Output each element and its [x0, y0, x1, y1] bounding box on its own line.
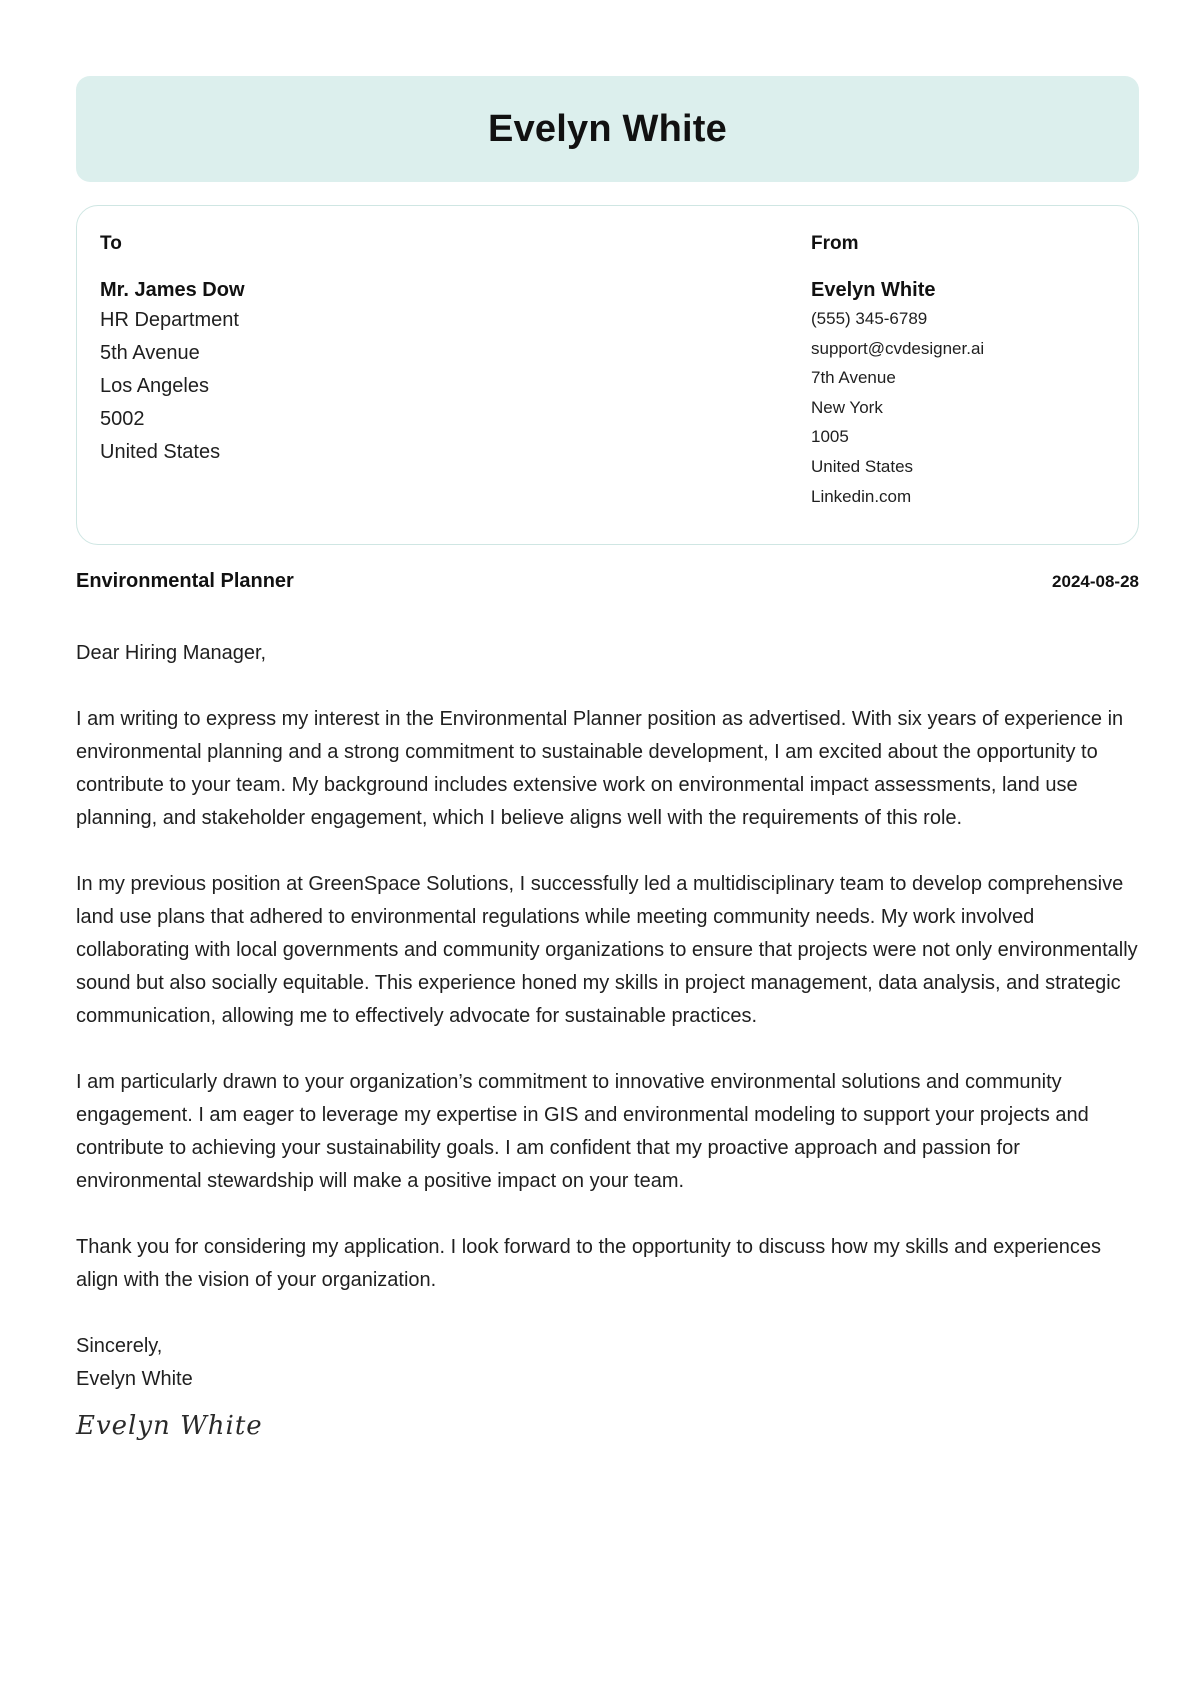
recipient-name: Mr. James Dow	[100, 279, 245, 301]
letter-date: 2024-08-28	[1052, 572, 1139, 591]
from-label: From	[811, 233, 859, 254]
sender-country: United States	[811, 456, 914, 476]
recipient-block	[100, 232, 245, 469]
sender-street: 7th Avenue	[811, 368, 896, 388]
sender-name: Evelyn White	[811, 279, 936, 301]
body-paragraph: I am particularly drawn to your organization’s commitment to innovative environmental solutions and community engagement. I am eager to leverage my expertise in GIS and environmental modeling to support your projects and contribute to achieving your sustainability goals. I am confident that my proactive approach and passion for environmental stewardship will make a positive impact on your team.	[76, 1071, 1089, 1192]
address-card	[76, 205, 1139, 545]
recipient-postal-code: 5002	[100, 408, 145, 430]
body-paragraph: I am writing to express my interest in the Environmental Planner position as advertised. With six years of experience in environmental planning and a strong commitment to sustainable development, I am excited about the opportunity to contribute to your team. My background includes extensive work on environmental impact assessments, land use planning, and stakeholder engagement, which I believe aligns well with the requirements of this role.	[76, 708, 1124, 829]
recipient-department: HR Department	[100, 309, 239, 331]
recipient-country: United States	[100, 441, 221, 463]
applicant-name: Evelyn White	[488, 107, 727, 150]
sender-block	[811, 232, 984, 511]
closing-name: Evelyn White	[76, 1368, 193, 1390]
recipient-street: 5th Avenue	[100, 342, 200, 364]
letter-meta	[76, 570, 1139, 593]
sender-linkedin: Linkedin.com	[811, 486, 912, 506]
sender-phone: (555) 345-6789	[811, 309, 928, 328]
salutation: Dear Hiring Manager,	[76, 642, 267, 664]
sender-email: support@cvdesigner.ai	[811, 338, 985, 358]
job-title: Environmental Planner	[76, 570, 294, 592]
cover-letter-page	[76, 76, 1139, 1443]
letter-body	[76, 637, 1139, 1443]
recipient-city: Los Angeles	[100, 375, 209, 397]
to-label: To	[100, 233, 122, 254]
signature: Evelyn White	[76, 1411, 263, 1441]
sender-city: New York	[811, 397, 883, 417]
body-paragraph: In my previous position at GreenSpace Solutions, I successfully led a multidisciplinary team to develop comprehensive land use plans that adhered to environmental regulations while meeting community needs. My work involved collaborating with local governments and community organizations to ensure that projects were not only environmentally sound but also socially equitable. This experience honed my skills in project management, data analysis, and strategic communication, allowing me to effectively advocate for sustainable practices.	[76, 873, 1138, 1027]
closing-block	[76, 1330, 1139, 1396]
closing: Sincerely,	[76, 1335, 163, 1357]
body-paragraph: Thank you for considering my application. I look forward to the opportunity to discuss how my skills and experiences align with the vision of your organization.	[76, 1236, 1101, 1291]
name-banner	[76, 76, 1139, 182]
sender-postal-code: 1005	[811, 427, 849, 447]
